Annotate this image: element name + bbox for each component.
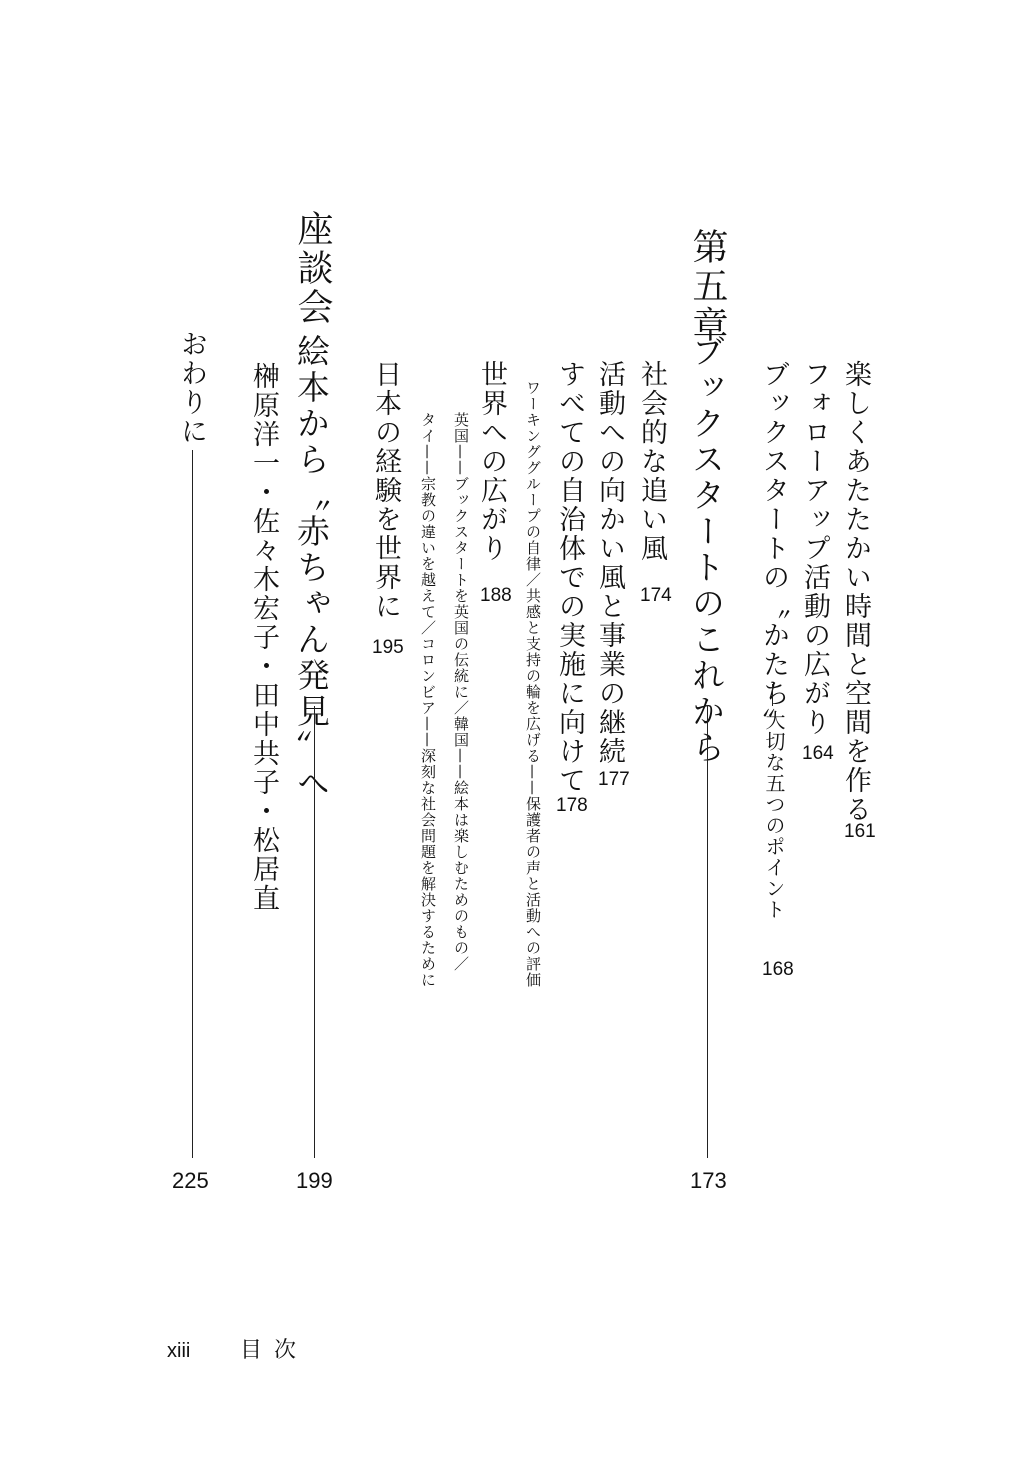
toc-section-title: 世界への広がり [476,360,507,563]
toc-page-number: 161 [844,821,876,842]
chapter-title: ブックスタートのこれから [687,334,726,766]
toc-section-title: 活動への向かい風と事業の継続 [594,360,625,766]
toc-section-title: すべての自治体での実施に向けて [554,360,585,795]
chapter-page-number: 173 [690,1168,727,1193]
participants: 榊原洋一・佐々木宏子・田中共子・松居直 [248,362,279,913]
toc-page-number: 177 [598,769,630,790]
section-caption: タイ——宗教の違いを越えて／コロンビア——深刻な社会問題を解決するために [419,412,437,988]
chapter-label: 第五章 [687,228,728,345]
toc-section-subtitle: 大切な五つのポイント [762,710,786,920]
section-caption: 英国——ブックスタートを英国の伝統に／韓国——絵本は楽しむためのもの／ [452,412,470,972]
zadankai-page-number: 199 [296,1168,333,1193]
toc-page-number: 174 [640,585,672,606]
running-title: 目次 [240,1338,309,1363]
leader-line [707,706,708,1158]
afterword-page-number: 225 [172,1168,209,1193]
section-caption: ワーキンググループの自律／共感と支持の輪を広げる——保護者の声と活動への評価 [524,380,542,988]
toc-section-title: 日本の経験を世界に [370,360,401,621]
leader-line [192,450,193,1158]
em-dash [772,684,773,706]
toc-page-number: 178 [556,795,588,816]
toc-section-title: フォローアップ活動の広がり [799,360,830,737]
toc-page-number: 188 [480,585,512,606]
toc-section-title: ブックスタートの〝かたち〟 [758,360,789,737]
toc-page-number: 168 [762,959,794,980]
toc-page-number: 164 [802,743,834,764]
toc-section-title: 社会的な追い風 [636,360,667,563]
leader-line [314,706,315,1158]
afterword-title: おわりに [176,330,207,446]
toc-page-number: 195 [372,637,404,658]
toc-section-title: 楽しくあたたかい時間と空間を作る [840,360,871,824]
folio-number: xiii [167,1340,191,1362]
zadankai-title: 絵本から〝赤ちゃん発見〟へ [292,334,331,802]
zadankai-label: 座談会 [292,210,333,327]
